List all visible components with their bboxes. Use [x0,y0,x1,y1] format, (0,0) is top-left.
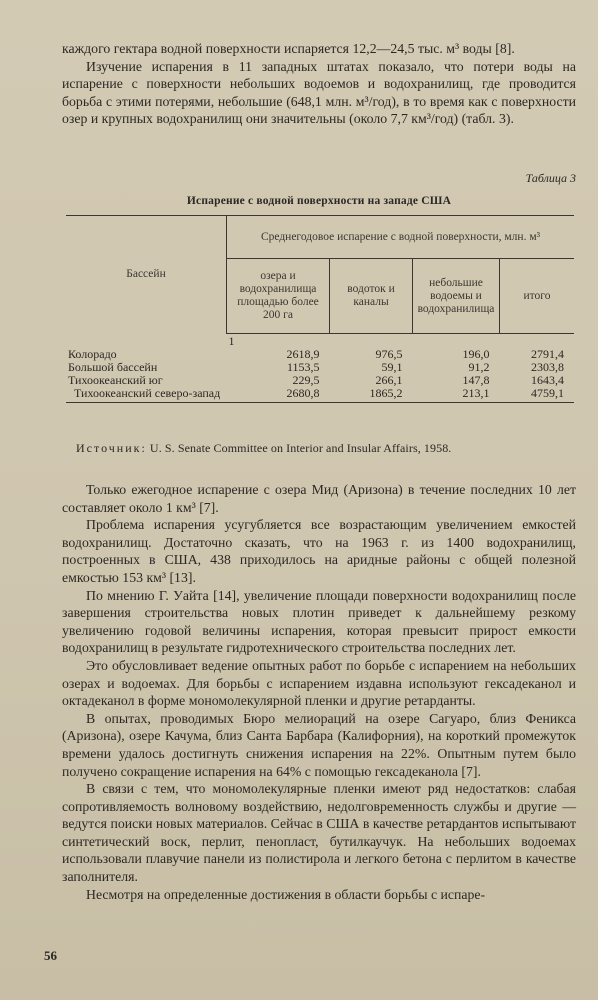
cell-streams: 59,1 [381,360,403,374]
table-marker: 1 [228,334,235,348]
paragraph: Проблема испарения усугубляется все возрастающим увеличением емкостей водохранилищ. Достаточно сказать, что на 1963 г. из 1400 водохранилищ, построенных в США, 438 приходилось на аридные районы с общей полезной емкостью 153 км³ [13]. [62,517,576,585]
cell-lakes: 1153,5 [286,360,320,374]
source-lead: Источник: [76,441,147,455]
table-row [66,387,574,403]
table-title: Испарение с водной поверхности на западе США [186,195,452,207]
paragraph: Это обусловливает ведение опытных работ по борьбе с испарением на небольших озерах и водоемах. Для борьбы с испарением издавна используют гексадеканол и октадеканол в форме мономолекулярной пленки и другие ретарданты. [62,657,576,709]
cell-total: 2303,8 [531,360,564,374]
cell-lakes: 2618,9 [286,347,320,361]
main-text [62,481,576,903]
cell-small-ponds: 196,0 [462,347,490,361]
row-name: Колорадо [68,347,117,361]
column-header-small-ponds: небольшие водоемы и водохранилища [413,259,500,334]
paragraph: В связи с тем, что мономолекулярные пленки имеют ряд недостатков: слабая сопротивляемость волновому воздействию, недолговременность службы и другие — ведутся поиски новых материалов. Сейчас в США в качестве ретардантов испытывают синтетический воск, перлит, пенопласт, бутилкаучук. На небольших водоемах использовали плавучие панели из полистирола и легкого бетона с перлитом в качестве заполнителя. [62,781,576,885]
row-name: Большой бассейн [68,360,158,374]
top-text [62,40,576,128]
paragraph: Несмотря на определенные достижения в области борьбы с испаре- [86,886,486,902]
source-text: U. S. Senate Committee on Interior and Insular Affairs, 1958. [149,441,452,455]
row-name: Тихоокеанский северо-запад [66,387,227,403]
page-number: 56 [44,948,57,963]
table-label: Таблица 3 [525,171,576,185]
paragraph: Изучение испарения в 11 западных штатах показало, что потери воды на испарение с поверхности небольших водоемов и водохранилищ, где проводится борьба с этими потерями, небольшие (648,1 млн. м³/год), в то время как с поверхности озер и крупных водохранилищ они значительны (около 7,7 км³/год) (табл. 3). [62,58,576,127]
column-header-total: итого [500,259,575,334]
cell-streams: 1865,2 [330,387,413,403]
evaporation-table [66,215,574,403]
cell-small-ponds: 91,2 [468,360,490,374]
column-group-header: Среднегодовое испарение с водной поверхности, млн. м³ [227,216,575,259]
paragraph: каждого гектара водной поверхности испаряется 12,2—24,5 тыс. м³ воды [8]. [62,41,515,56]
cell-total: 4759,1 [500,387,575,403]
cell-streams: 976,5 [375,347,403,361]
paragraph: В опытах, проводимых Бюро мелиораций на озере Сагуаро, близ Феникса (Аризона), озере Качума, близ Санта Барбара (Калифорния), на короткий промежуток времени удалось достигнуть снижения испарения на 22%. Опытным путем было получено сокращение испарения на 64% с помощью гексадеканола [7]. [62,710,576,779]
column-header-basin: Бассейн [66,216,227,334]
cell-total: 1643,4 [531,373,564,387]
table-row-marker [66,334,574,349]
column-header-lakes: озера и водохранилища площадью более 200 га [227,259,330,334]
paragraph: Только ежегодное испарение с озера Мид (Аризона) в течение последних 10 лет составляет около 1 км³ [7]. [62,482,576,515]
cell-lakes: 2680,8 [227,387,330,403]
cell-streams: 266,1 [375,373,403,387]
table-source [76,441,576,456]
cell-small-ponds: 147,8 [462,373,490,387]
cell-small-ponds: 213,1 [413,387,500,403]
cell-lakes: 229,5 [292,373,320,387]
row-name: Тихоокеанский юг [68,373,163,387]
column-header-streams: водоток и каналы [330,259,413,334]
cell-total: 2791,4 [531,347,564,361]
paragraph: По мнению Г. Уайта [14], увеличение площади поверхности водохранилищ после завершения строительства новых плотин приведет к дальнейшему резкому увеличению годовой величины испарения, которая превысит прирост емкости водохранилищ в результате гидротехнического строительства последних лет. [62,587,576,656]
